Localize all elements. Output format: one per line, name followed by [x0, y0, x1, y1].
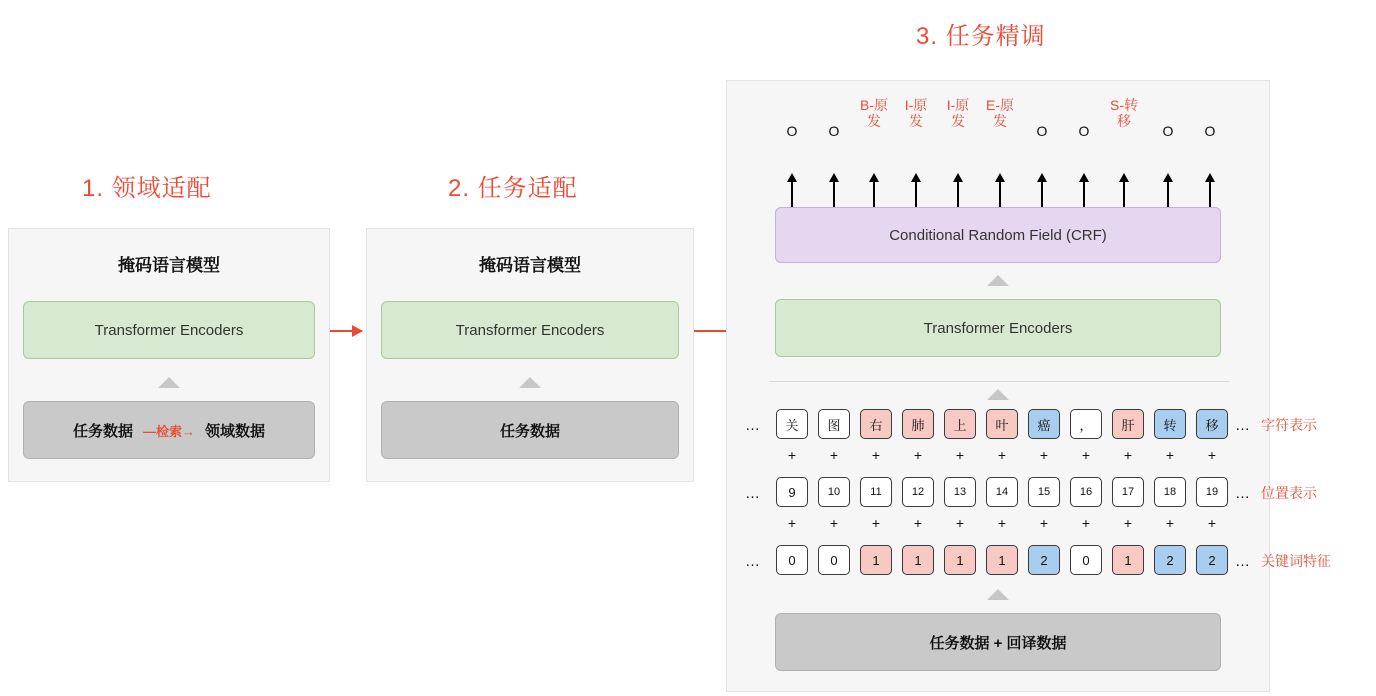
crf-out-arrow-1 [833, 181, 835, 207]
stage-3-data-box: 任务数据 + 回译数据 [775, 613, 1221, 671]
feature-cell-1: 0 [818, 545, 850, 575]
plus-2-9: + [1165, 515, 1175, 531]
plus-1-8: + [1123, 447, 1133, 463]
output-tag-1: O [828, 123, 840, 139]
feature-row-left-ellipsis: … [745, 553, 762, 570]
output-tag-6: O [1036, 123, 1048, 139]
output-tag-4: I-原发 [946, 97, 970, 129]
stage-1-data-left: 任务数据 [72, 422, 133, 440]
char-row-label: 字符表示 [1261, 417, 1317, 433]
output-tag-7: O [1078, 123, 1090, 139]
position-cell-10: 19 [1196, 477, 1228, 507]
plus-2-3: + [913, 515, 923, 531]
crf-out-arrow-2 [873, 181, 875, 207]
plus-1-6: + [1039, 447, 1049, 463]
output-tag-2: B-原发 [860, 97, 888, 129]
position-cell-0: 9 [776, 477, 808, 507]
crf-box: Conditional Random Field (CRF) [775, 207, 1221, 263]
plus-2-7: + [1081, 515, 1091, 531]
plus-2-8: + [1123, 515, 1133, 531]
plus-1-3: + [913, 447, 923, 463]
stage-2-data-box: 任务数据 [381, 401, 679, 459]
stage-1-transformer-encoders: Transformer Encoders [23, 301, 315, 359]
char-cell-5: 叶 [986, 409, 1018, 439]
plus-1-1: + [829, 447, 839, 463]
stage-3-data-up-arrow [987, 589, 1009, 600]
stage-2-heading: 掩码语言模型 [479, 256, 581, 275]
crf-out-arrow-7 [1083, 181, 1085, 207]
crf-out-arrow-0 [791, 181, 793, 207]
char-cell-9: 转 [1154, 409, 1186, 439]
stage-3-panel [726, 80, 1331, 692]
position-cell-3: 12 [902, 477, 934, 507]
crf-out-arrow-5 [999, 181, 1001, 207]
stage-1-heading: 掩码语言模型 [118, 256, 220, 275]
feature-cell-0: 0 [776, 545, 808, 575]
plus-2-4: + [955, 515, 965, 531]
stage-1-data-box [23, 401, 315, 459]
char-cell-4: 上 [944, 409, 976, 439]
position-cell-9: 18 [1154, 477, 1186, 507]
char-cell-7: ， [1070, 409, 1102, 439]
arrow-stage1-to-stage2 [330, 330, 362, 332]
crf-out-arrow-3 [915, 181, 917, 207]
char-cell-1: 图 [818, 409, 850, 439]
crf-up-arrow [987, 275, 1009, 286]
stage-2-panel [366, 228, 694, 482]
feature-cell-7: 0 [1070, 545, 1102, 575]
plus-2-6: + [1039, 515, 1049, 531]
feature-cell-4: 1 [944, 545, 976, 575]
char-row-left-ellipsis: … [745, 417, 762, 434]
char-cell-8: 肝 [1112, 409, 1144, 439]
position-cell-4: 13 [944, 477, 976, 507]
plus-1-0: + [787, 447, 797, 463]
feature-cell-3: 1 [902, 545, 934, 575]
plus-2-1: + [829, 515, 839, 531]
crf-out-arrow-6 [1041, 181, 1043, 207]
feature-cell-10: 2 [1196, 545, 1228, 575]
embeddings-up-arrow [987, 389, 1009, 400]
plus-1-5: + [997, 447, 1007, 463]
feature-cell-5: 1 [986, 545, 1018, 575]
stage-3-transformer-encoders: Transformer Encoders [775, 299, 1221, 357]
char-cell-6: 癌 [1028, 409, 1060, 439]
char-cell-0: 关 [776, 409, 808, 439]
feature-row-label: 关键词特征 [1261, 553, 1331, 569]
crf-out-arrow-8 [1123, 181, 1125, 207]
crf-out-arrow-10 [1209, 181, 1211, 207]
position-cell-5: 14 [986, 477, 1018, 507]
feature-cell-2: 1 [860, 545, 892, 575]
position-row-label: 位置表示 [1261, 485, 1317, 501]
position-cell-7: 16 [1070, 477, 1102, 507]
output-tag-9: O [1162, 123, 1174, 139]
feature-cell-9: 2 [1154, 545, 1186, 575]
output-tag-5: E-原发 [986, 97, 1014, 129]
char-cell-3: 肺 [902, 409, 934, 439]
crf-out-arrow-9 [1167, 181, 1169, 207]
plus-1-7: + [1081, 447, 1091, 463]
stage-2-title: 2. 任务适配 [448, 175, 578, 202]
position-cell-6: 15 [1028, 477, 1060, 507]
stage-3-title: 3. 任务精调 [916, 23, 1046, 50]
stage-2-transformer-encoders: Transformer Encoders [381, 301, 679, 359]
position-cell-8: 17 [1112, 477, 1144, 507]
plus-1-9: + [1165, 447, 1175, 463]
stage-1-retrieval-arrow: —检索→ [142, 423, 195, 439]
output-tag-10: O [1204, 123, 1216, 139]
position-row-left-ellipsis: … [745, 485, 762, 502]
stage-1-title: 1. 领域适配 [82, 175, 212, 202]
feature-row-right-ellipsis: … [1235, 553, 1252, 570]
plus-1-10: + [1207, 447, 1217, 463]
char-row-right-ellipsis: … [1235, 417, 1252, 434]
divider-line [769, 381, 1229, 382]
crf-out-arrow-4 [957, 181, 959, 207]
stage-1-panel [8, 228, 330, 482]
plus-1-2: + [871, 447, 881, 463]
stage-2-up-arrow [519, 377, 541, 388]
plus-2-0: + [787, 515, 797, 531]
output-tag-3: I-原发 [904, 97, 928, 129]
feature-cell-6: 2 [1028, 545, 1060, 575]
output-tag-8: S-转移 [1110, 97, 1138, 129]
plus-2-10: + [1207, 515, 1217, 531]
position-cell-2: 11 [860, 477, 892, 507]
position-cell-1: 10 [818, 477, 850, 507]
plus-2-5: + [997, 515, 1007, 531]
feature-cell-8: 1 [1112, 545, 1144, 575]
plus-2-2: + [871, 515, 881, 531]
stage-1-data-right: 领域数据 [205, 422, 266, 440]
position-row-right-ellipsis: … [1235, 485, 1252, 502]
char-cell-10: 移 [1196, 409, 1228, 439]
stage-1-up-arrow [158, 377, 180, 388]
plus-1-4: + [955, 447, 965, 463]
char-cell-2: 右 [860, 409, 892, 439]
output-tag-0: O [786, 123, 798, 139]
